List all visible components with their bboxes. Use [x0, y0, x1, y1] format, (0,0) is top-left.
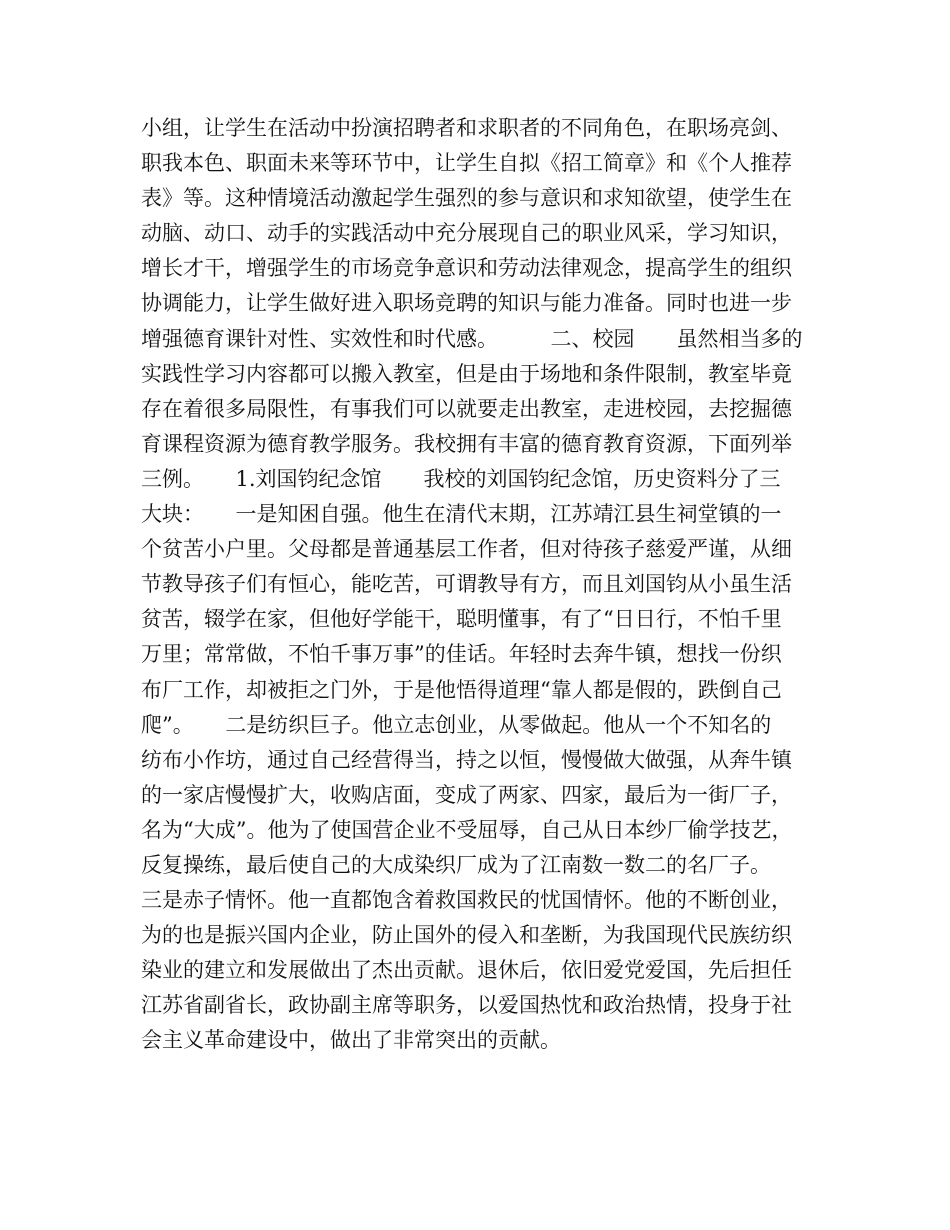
text-line: 爬”。 二是纺织巨子。他立志创业，从零做起。他从一个不知名的 [141, 712, 772, 737]
text-line: 反复操练，最后使自己的大成染织厂成为了江南数一数二的名厂子。 [141, 852, 782, 877]
text-line: 名为“大成”。他为了使国营企业不受屈辱，自己从日本纱厂偷学技艺， [141, 817, 793, 842]
text-line: 万里；常常做，不怕千事万事”的佳话。年轻时去奔牛镇，想找一份织 [141, 642, 782, 667]
text-line: 三例。 1.刘国钧纪念馆 我校的刘国钧纪念馆，历史资料分了三 [141, 466, 781, 491]
text-line: 节教导孩子们有恒心，能吃苦，可谓教导有方，而且刘国钧从小虽生活 [141, 572, 792, 597]
text-line: 动脑、动口、动手的实践活动中充分展现自己的职业风采，学习知识， [141, 221, 792, 246]
text-line: 存在着很多局限性，有事我们可以就要走出教室，走进校园，去挖掘德 [141, 396, 792, 421]
text-line: 协调能力，让学生做好进入职场竞聘的知识与能力准备。同时也进一步 [141, 291, 792, 316]
text-line: 增长才干，增强学生的市场竞争意识和劳动法律观念，提高学生的组织 [141, 256, 792, 281]
text-line: 育课程资源为德育教学服务。我校拥有丰富的德育教育资源，下面列举 [141, 431, 792, 456]
text-line: 布厂工作，却被拒之门外，于是他悟得道理“靠人都是假的，跌倒自己 [141, 677, 782, 702]
text-line: 增强德育课针对性、实效性和时代感。 二、校园 虽然相当多的 [141, 326, 803, 351]
body-text [141, 111, 831, 1059]
text-line: 纺布小作坊，通过自己经营得当，持之以恒，慢慢做大做强，从奔牛镇 [141, 747, 792, 772]
text-line: 小组，让学生在活动中扮演招聘者和求职者的不同角色，在职场亮剑、 [141, 116, 792, 140]
text-line: 的一家店慢慢扩大，收购店面，变成了两家、四家，最后为一街厂子， [141, 782, 792, 807]
text-line: 大块： 一是知困自强。他生在清代末期，江苏靖江县生祠堂镇的一 [141, 502, 782, 527]
text-line: 实践性学习内容都可以搬入教室，但是由于场地和条件限制，教室毕竟 [141, 361, 792, 386]
text-line: 个贫苦小户里。父母都是普通基层工作者，但对待孩子慈爱严谨，从细 [141, 537, 792, 562]
text-line: 贫苦，辍学在家，但他好学能干，聪明懂事，有了“日日行，不怕千里 [141, 607, 782, 632]
text-line: 三是赤子情怀。他一直都饱含着救国救民的忧国情怀。他的不断创业， [141, 888, 792, 913]
text-line: 会主义革命建设中，做出了非常突出的贡献。 [141, 1028, 561, 1053]
text-line: 为的也是振兴国内企业，防止国外的侵入和垄断，为我国现代民族纺织 [141, 923, 792, 948]
text-line: 江苏省副省长，政协副主席等职务，以爱国热忱和政治热情，投身于社 [141, 993, 792, 1018]
text-line: 表》等。这种情境活动激起学生强烈的参与意识和求知欲望，使学生在 [141, 186, 792, 211]
text-line: 染业的建立和发展做出了杰出贡献。退休后，依旧爱党爱国，先后担任 [141, 958, 792, 983]
text-line: 职我本色、职面未来等环节中，让学生自拟《招工简章》和《个人推荐 [141, 151, 792, 176]
